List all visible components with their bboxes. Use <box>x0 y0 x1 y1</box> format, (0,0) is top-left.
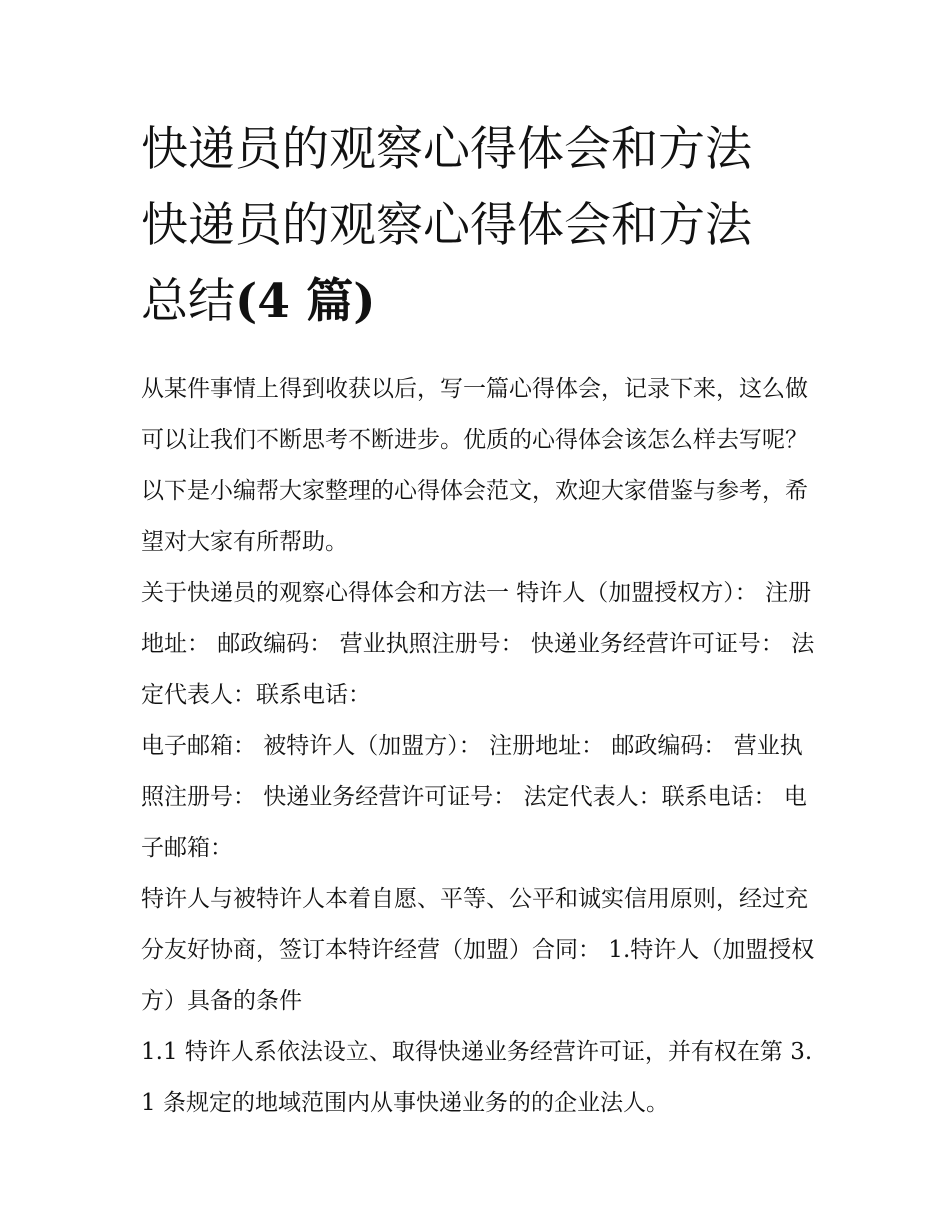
title-line-3-text: 总结 <box>141 274 235 329</box>
paragraph-clause-1-1: 1.1 特许人系依法设立、取得快递业务经营许可证，并有权在第 3.1 条规定的地域范围内从事快递业务的的企业法人。 <box>141 1039 813 1116</box>
document-title <box>141 112 816 340</box>
title-article-count: (4 篇) <box>235 274 376 329</box>
document-page <box>141 112 816 1129</box>
title-line-1: 快递员的观察心得体会和方法 <box>141 122 752 177</box>
document-body <box>141 364 816 1129</box>
paragraph-franchisee: 电子邮箱： 被特许人（加盟方）： 注册地址： 邮政编码： 营业执照注册号： 快递业务经营许可证号： 法定代表人：联系电话： 电子邮箱： <box>141 733 807 861</box>
paragraph-agreement: 特许人与被特许人本着自愿、平等、公平和诚实信用原则，经过充分友好协商，签订本特许经营（加盟）合同： 1.特许人（加盟授权方）具备的条件 <box>141 886 815 1014</box>
paragraph-intro: 从某件事情上得到收获以后，写一篇心得体会，记录下来，这么做可以让我们不断思考不断进步。优质的心得体会该怎么样去写呢？以下是小编帮大家整理的心得体会范文，欢迎大家借鉴与参考，希望对大家有所帮助。 <box>141 376 808 555</box>
title-line-3 <box>141 264 816 340</box>
paragraph-franchisor: 关于快递员的观察心得体会和方法一 特许人（加盟授权方）： 注册地址： 邮政编码： 营业执照注册号： 快递业务经营许可证号： 法定代表人：联系电话： <box>141 580 815 708</box>
title-line-2: 快递员的观察心得体会和方法 <box>141 198 752 253</box>
